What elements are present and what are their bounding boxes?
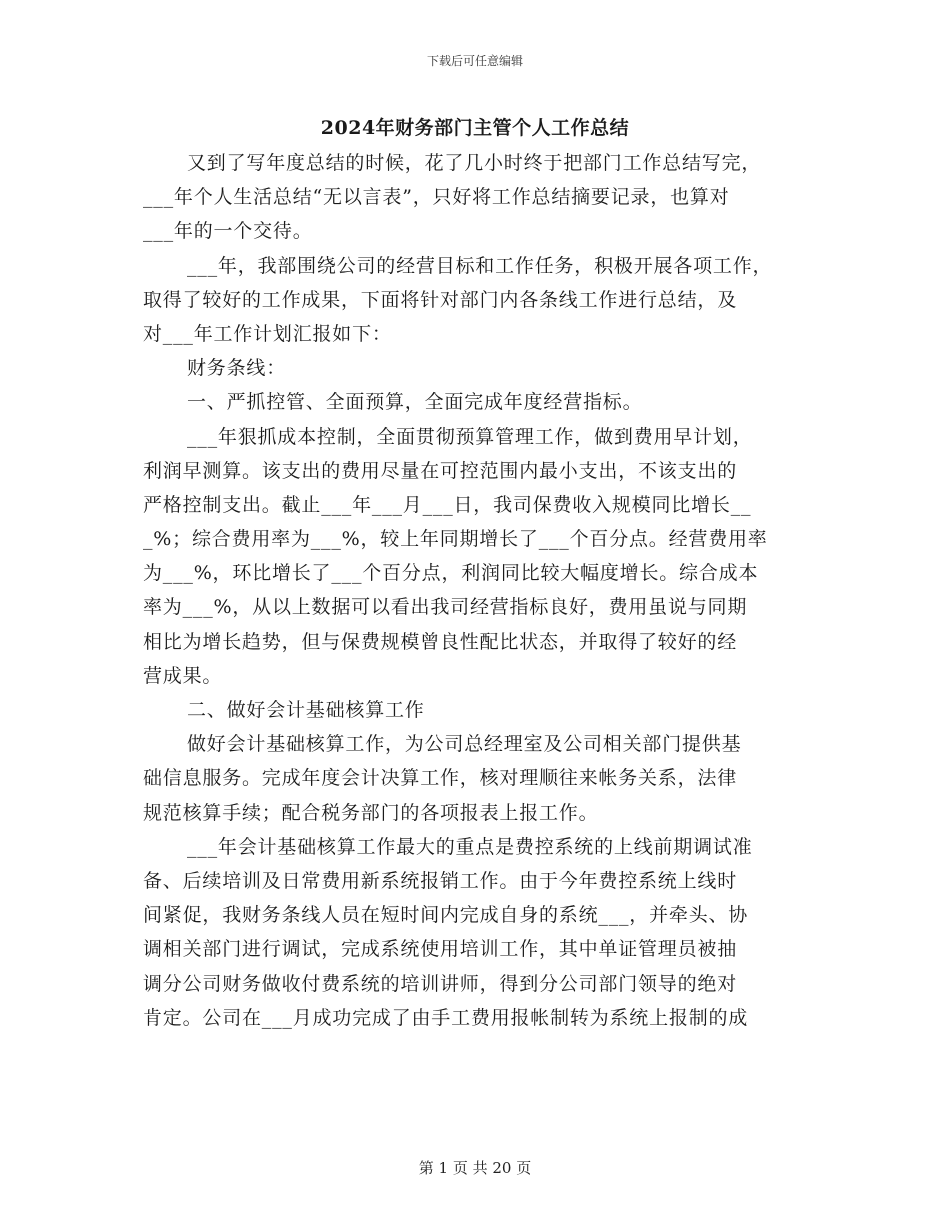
body-line: ___年，我部围绕公司的经营目标和工作任务，积极开展各项工作， bbox=[187, 254, 773, 277]
body-line: 肯定。公司在___月成功完成了由手工费用报帐制转为系统上报制的成 bbox=[143, 1006, 749, 1029]
body-line: 调分公司财务做收付费系统的培训讲师，得到分公司部门领导的绝对 bbox=[143, 972, 738, 995]
body-line: 财务条线： bbox=[187, 357, 287, 380]
body-line: 取得了较好的工作成果，下面将针对部门内各条线工作进行总结，及 bbox=[143, 288, 738, 311]
header-note: 下载后可任意编辑 bbox=[426, 54, 523, 68]
body-line: 二、做好会计基础核算工作 bbox=[187, 699, 425, 721]
body-line: 利润早测算。该支出的费用尽量在可控范围内最小支出，不该支出的 bbox=[143, 459, 738, 482]
body-line: 做好会计基础核算工作，为公司总经理室及公司相关部门提供基 bbox=[187, 733, 742, 756]
body-line: 调相关部门进行调试，完成系统使用培训工作，其中单证管理员被抽 bbox=[143, 938, 738, 961]
body-line: ___年个人生活总结“无以言表”，只好将工作总结摘要记录，也算对 bbox=[143, 186, 730, 209]
body-line: 对___年工作计划汇报如下： bbox=[143, 322, 392, 345]
document-title: 2024年财务部门主管个人工作总结 bbox=[320, 117, 630, 139]
page-footer: 第 1 页 共 20 页 bbox=[418, 1159, 532, 1177]
body-line: 规范核算手续；配合税务部门的各项报表上报工作。 bbox=[143, 801, 599, 824]
body-line: 备、后续培训及日常费用新系统报销工作。由于今年费控系统上线时 bbox=[143, 869, 738, 892]
body-line: 间紧促，我财务条线人员在短时间内完成自身的系统___，并牵头、协 bbox=[143, 904, 749, 927]
body-line: 营成果。 bbox=[143, 664, 223, 687]
body-line: 础信息服务。完成年度会计决算工作，核对理顺往来帐务关系，法律 bbox=[143, 767, 738, 790]
body-line: ___年的一个交待。 bbox=[143, 220, 313, 243]
document-body bbox=[143, 146, 823, 1035]
body-line: 一、严抓控管、全面预算，全面完成年度经营指标。 bbox=[187, 391, 643, 414]
body-line: 又到了写年度总结的时候，花了几小时终于把部门工作总结写完， bbox=[187, 152, 762, 174]
body-line: 严格控制支出。截止___年___月___日，我司保费收入规模同比增长__ bbox=[143, 493, 752, 516]
body-line: 为___%，环比增长了___个百分点，利润同比较大幅度增长。综合成本 bbox=[143, 562, 759, 585]
body-line: 率为___%，从以上数据可以看出我司经营指标良好，费用虽说与同期 bbox=[143, 596, 748, 619]
body-line: 相比为增长趋势，但与保费规模曾良性配比状态，并取得了较好的经 bbox=[143, 630, 738, 653]
body-line: ___年狠抓成本控制，全面贯彻预算管理工作，做到费用早计划， bbox=[187, 425, 753, 448]
body-line: ___年会计基础核算工作最大的重点是费控系统的上线前期调试准 bbox=[187, 835, 753, 858]
body-line: _%；综合费用率为___%，较上年同期增长了___个百分点。经营费用率 bbox=[143, 528, 768, 551]
